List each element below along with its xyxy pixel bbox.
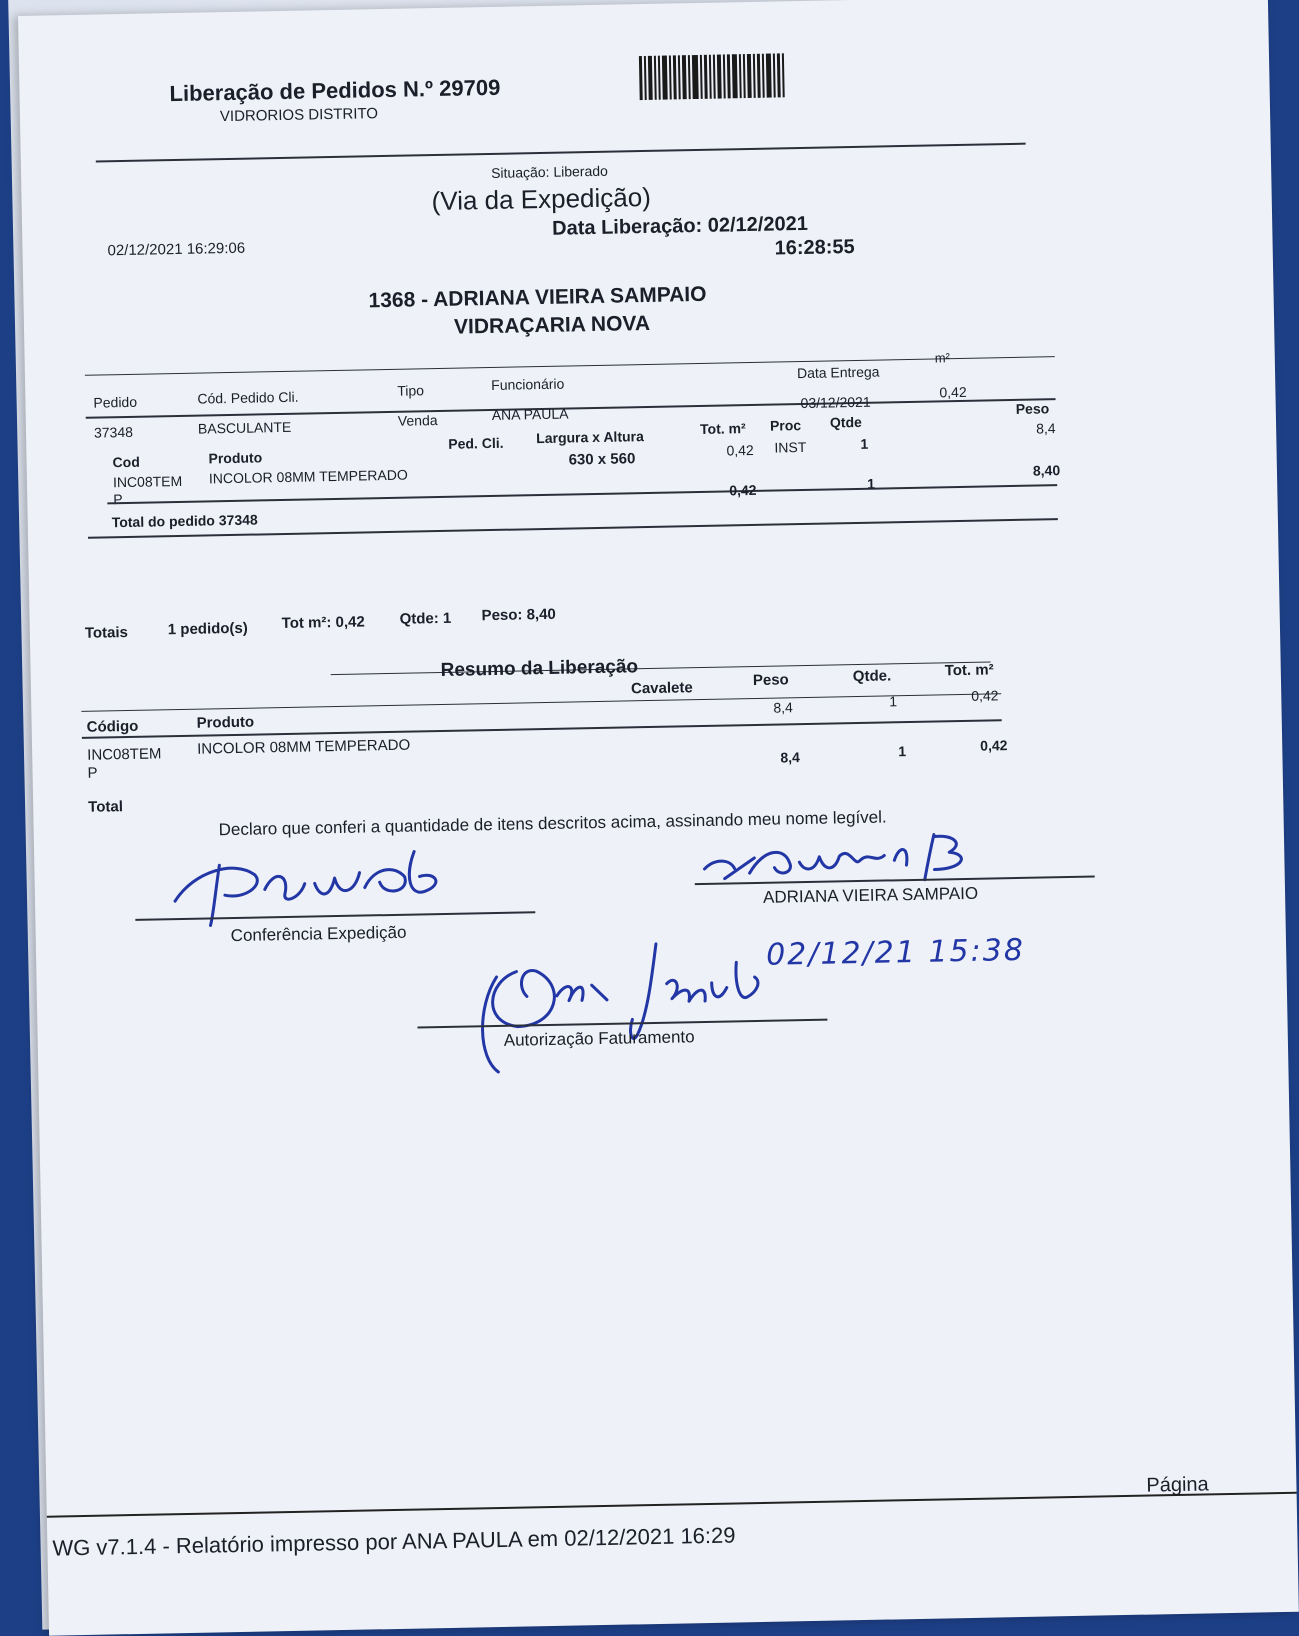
item-qtde: 1 [860, 435, 869, 452]
order-top-rule [85, 356, 1055, 376]
item-col-ped-cli: Ped. Cli. [448, 434, 504, 452]
resumo-col-cavalete: Cavalete [630, 679, 693, 698]
item-col-cod: Cod [112, 453, 140, 471]
client-name: 1368 - ADRIANA VIEIRA SAMPAIO [368, 282, 707, 313]
item-col-peso: Peso [1015, 400, 1050, 417]
col-funcionario: Funcionário [491, 375, 565, 393]
resumo-total-peso: 8,4 [780, 749, 800, 766]
item-col-produto: Produto [208, 449, 263, 467]
hora-liberacao: 16:28:55 [774, 235, 855, 260]
footer-page: Página [1146, 1473, 1209, 1497]
resumo-col-qtde: Qtde. [852, 667, 892, 686]
autorizacao-label: Autorização Faturamento [503, 1027, 695, 1050]
item-proc: INST [774, 438, 807, 456]
col-tipo: Tipo [397, 382, 425, 399]
resumo-total-label: Total [88, 798, 124, 816]
item-tot-m2: 0,42 [726, 441, 754, 459]
totals-pedidos: 1 pedido(s) [167, 619, 248, 639]
resumo-col-peso: Peso [752, 671, 789, 690]
footer-rule [47, 1492, 1297, 1518]
value-cod-pedido-cli: BASCULANTE [197, 418, 292, 437]
handwritten-date: 02/12/21 15:38 [765, 932, 1026, 973]
client-signature-label: ADRIANA VIEIRA SAMPAIO [762, 883, 979, 907]
subtotal-qtde: 1 [866, 475, 876, 492]
item-peso: 8,4 [1035, 420, 1056, 437]
resumo-title: Resumo da Liberação [440, 656, 639, 682]
totals-qtde: Qtde: 1 [399, 609, 452, 628]
item-col-qtde: Qtde [829, 413, 862, 431]
document-page [18, 0, 1299, 1636]
client-trade-name: VIDRAÇARIA NOVA [453, 311, 651, 339]
print-datetime: 02/12/2021 16:29:06 [107, 239, 246, 260]
value-funcionario: ANA PAULA [491, 405, 569, 423]
item-dims: 630 x 560 [568, 450, 636, 469]
value-tipo: Venda [397, 412, 438, 429]
subtotal-peso: 8,40 [1032, 462, 1061, 479]
subtotal-tot-m2: 0,42 [729, 481, 757, 499]
data-liberacao: Data Liberação: 02/12/2021 [551, 212, 809, 240]
col-data-entrega: Data Entrega [796, 363, 880, 382]
resumo-row-produto: INCOLOR 08MM TEMPERADO [196, 736, 411, 758]
resumo-col-produto: Produto [196, 713, 255, 732]
totals-peso: Peso: 8,40 [481, 605, 556, 625]
conferencia-label: Conferência Expedição [230, 922, 407, 946]
item-col-proc: Proc [769, 417, 802, 434]
resumo-row-tot-m2: 0,42 [971, 687, 999, 704]
resumo-row-codigo-suffix: P [87, 764, 98, 782]
resumo-total-qtde: 1 [898, 743, 907, 760]
header-divider [96, 143, 1026, 163]
resumo-col-codigo: Código [86, 717, 139, 736]
document-title: Liberação de Pedidos N.º 29709 [169, 74, 501, 107]
item-cod-suffix: P [113, 491, 123, 508]
order-total-label: Total do pedido 37348 [111, 511, 258, 531]
resumo-row-peso: 8,4 [773, 699, 794, 716]
autorizacao-signature [456, 921, 799, 1087]
value-pedido: 37348 [93, 423, 134, 441]
barcode [639, 53, 787, 100]
situacao-status: Situação: Liberado [490, 162, 608, 181]
item-col-tot-m2: Tot. m² [699, 420, 746, 437]
resumo-top-rule [331, 661, 991, 675]
value-m2: 0,42 [939, 383, 967, 401]
footer-printed-by: WG v7.1.4 - Relatório impresso por ANA PAULA em 02/12/2021 16:29 [52, 1522, 736, 1561]
company-name: VIDRORIOS DISTRITO [219, 105, 379, 126]
item-col-largura-altura: Largura x Altura [536, 428, 644, 447]
resumo-row-qtde: 1 [889, 693, 898, 710]
value-data-entrega: 03/12/2021 [800, 393, 871, 412]
totals-tot-m2: Tot m²: 0,42 [281, 613, 365, 633]
col-cod-pedido-cli: Cód. Pedido Cli. [197, 388, 299, 407]
resumo-total-tot-m2: 0,42 [980, 737, 1008, 754]
item-produto: INCOLOR 08MM TEMPERADO [208, 466, 408, 487]
totals-label: Totais [84, 624, 129, 642]
resumo-row-codigo: INC08TEM [87, 745, 162, 764]
col-m2: m² [934, 350, 951, 366]
resumo-col-tot-m2: Tot. m² [944, 661, 994, 680]
declaration-text: Declaro que conferi a quantidade de itens descritos acima, assinando meu nome legível. [218, 807, 887, 840]
item-cod: INC08TEM [112, 472, 183, 491]
via-label: (Via da Expedição) [431, 181, 652, 217]
col-pedido: Pedido [93, 393, 138, 411]
resumo-header-upper-rule [81, 693, 1001, 712]
